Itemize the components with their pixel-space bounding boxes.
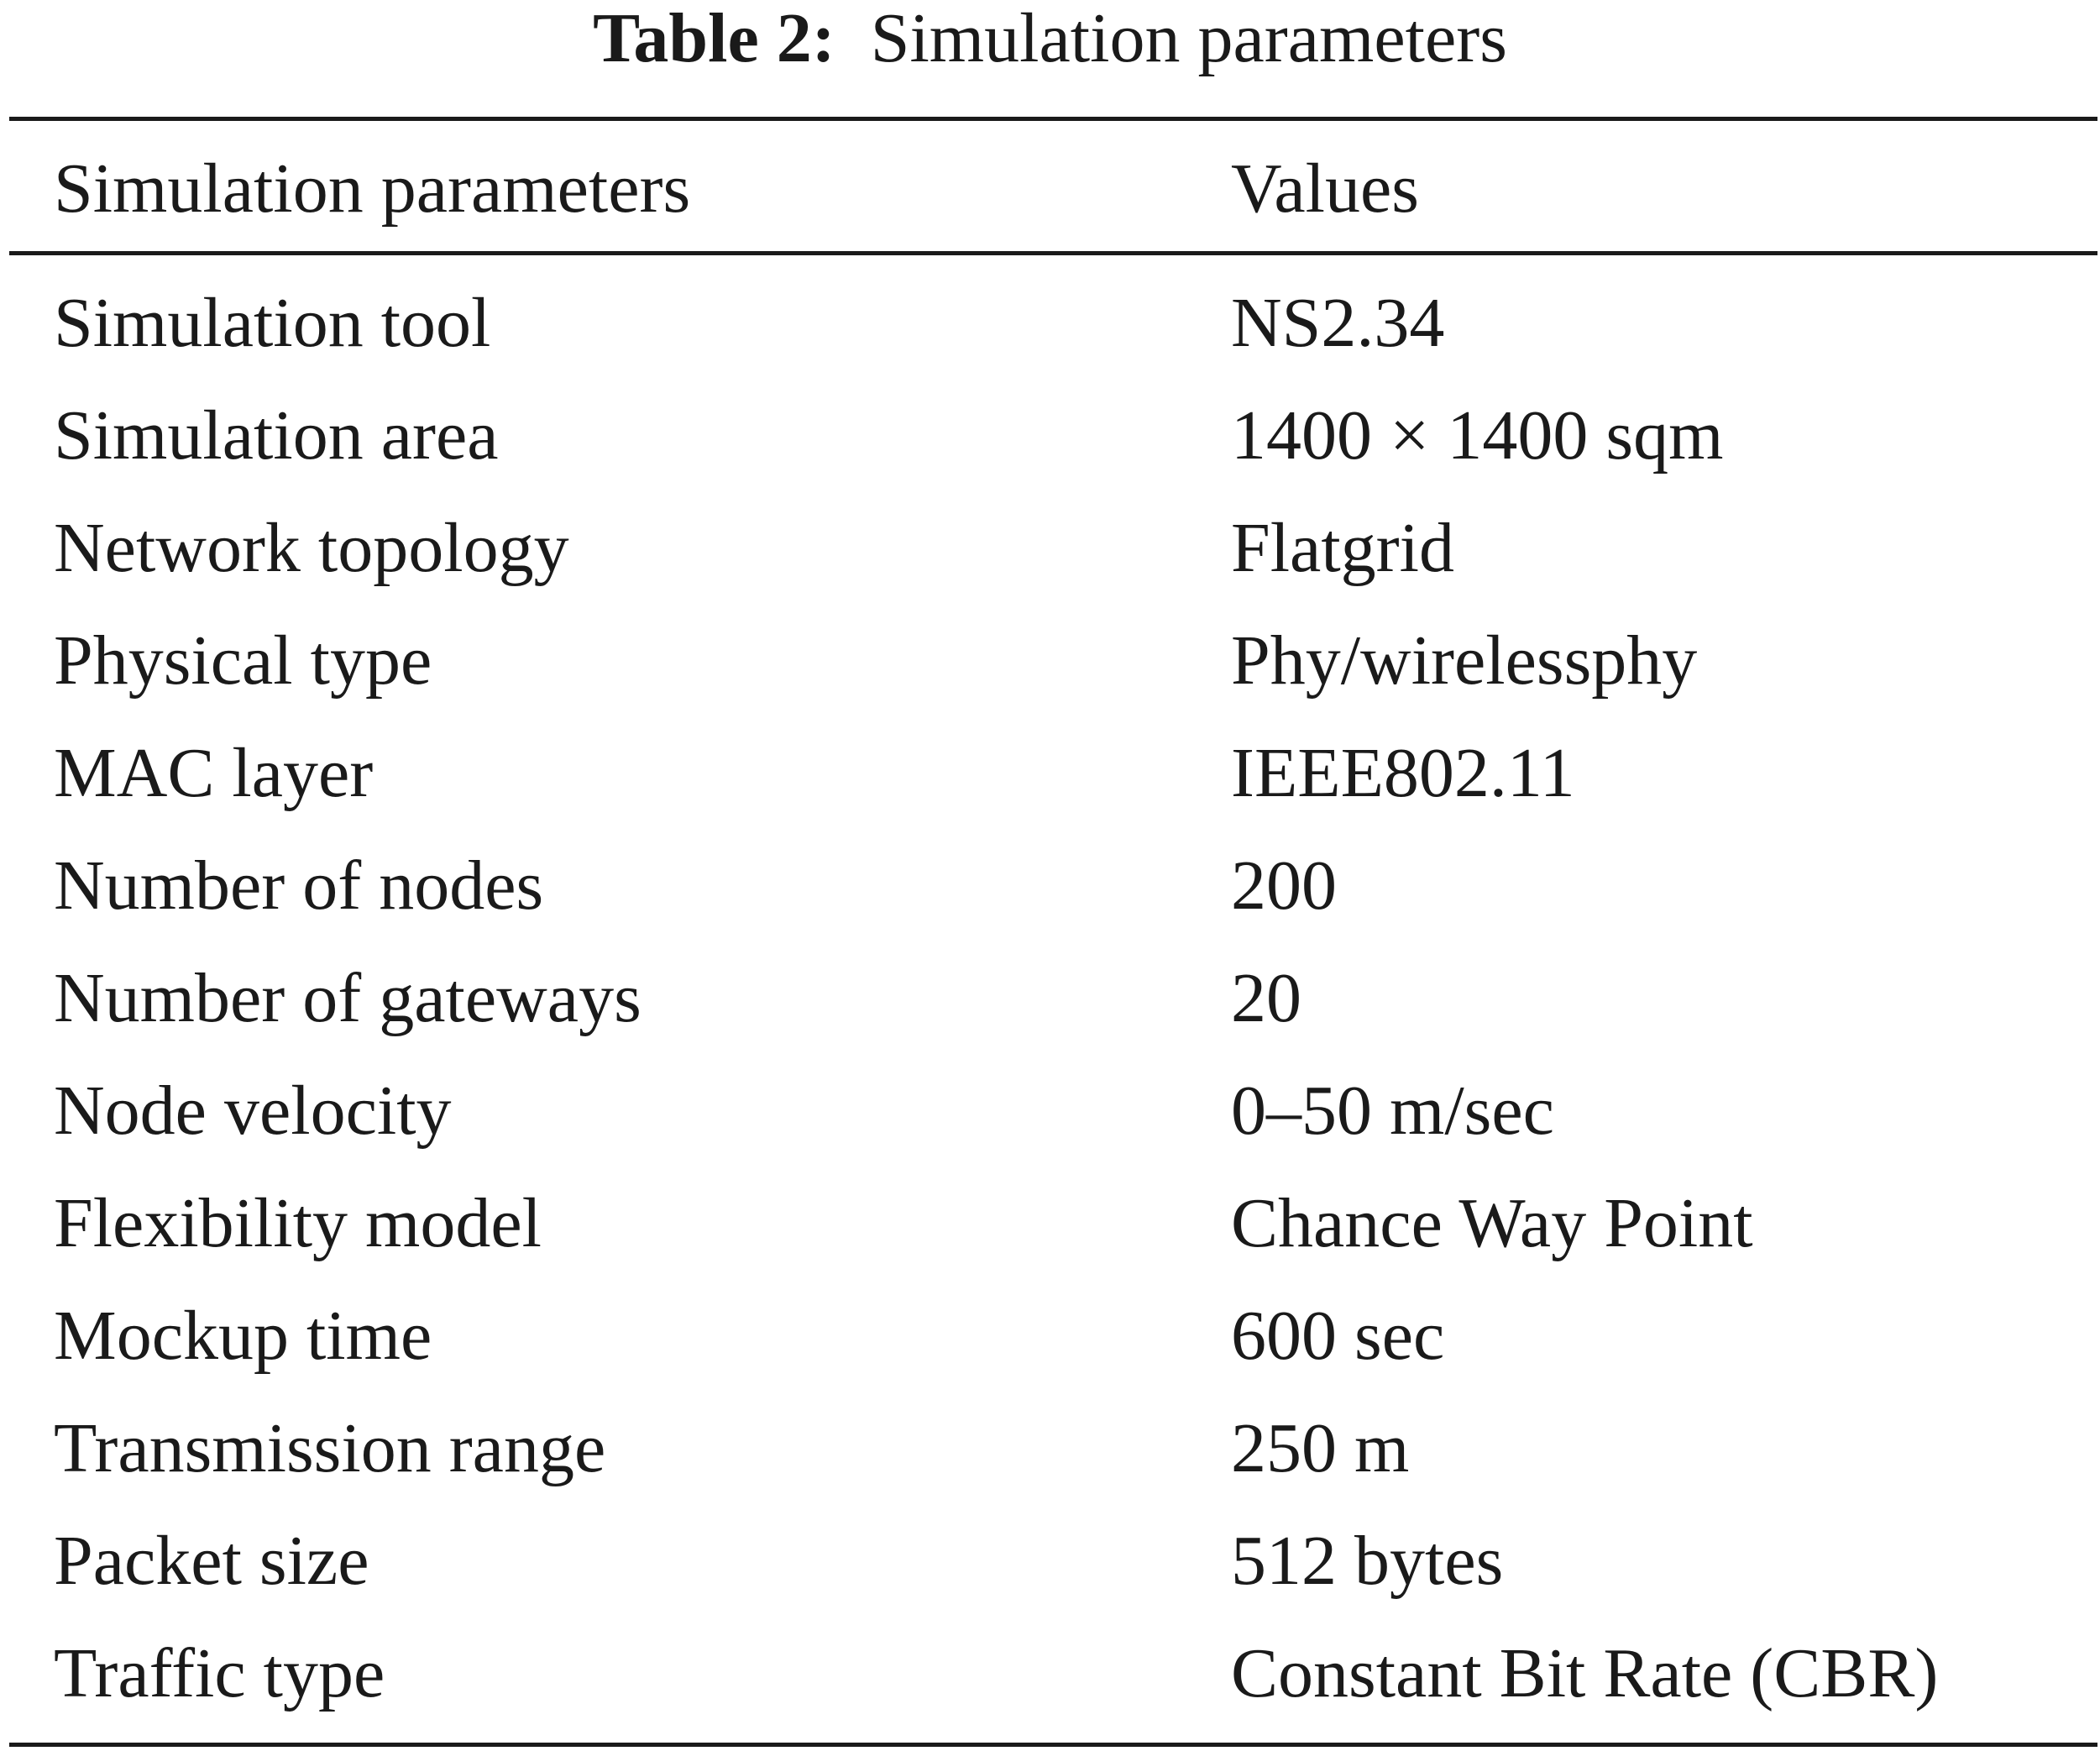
table-row [0, 830, 2100, 942]
table-caption-title: Simulation parameters [870, 0, 1507, 77]
table-caption-label: Table 2: [593, 0, 835, 77]
value-cell: 250 m [1231, 1409, 1410, 1487]
table-row [0, 1280, 2100, 1392]
table-row [0, 1505, 2100, 1617]
table-caption [0, 0, 2100, 84]
parameter-cell: Flexibility model [54, 1184, 542, 1262]
parameter-cell: Number of nodes [54, 847, 544, 925]
parameter-cell: Number of gateways [54, 959, 642, 1037]
parameter-cell: Packet size [54, 1522, 369, 1600]
value-cell: Constant Bit Rate (CBR) [1231, 1634, 1939, 1712]
table-header-row [0, 139, 2100, 239]
header-parameter: Simulation parameters [54, 149, 691, 228]
header-value: Values [1231, 149, 1419, 228]
table-row [0, 942, 2100, 1055]
table-row [0, 492, 2100, 605]
value-cell: IEEE802.11 [1231, 734, 1575, 812]
table-row [0, 605, 2100, 717]
value-cell: 20 [1231, 959, 1301, 1037]
parameter-cell: Mockup time [54, 1297, 432, 1375]
parameter-cell: Node velocity [54, 1072, 452, 1150]
parameter-cell: Simulation area [54, 396, 499, 474]
parameter-cell: Transmission range [54, 1409, 606, 1487]
table-row [0, 380, 2100, 492]
value-cell: 0–50 m/sec [1231, 1072, 1554, 1150]
table-row [0, 1392, 2100, 1505]
parameter-cell: Simulation tool [54, 284, 491, 362]
table-row [0, 717, 2100, 830]
table-top-rule [9, 117, 2097, 121]
parameter-cell: Network topology [54, 509, 569, 587]
table-row [0, 1055, 2100, 1167]
table-row [0, 1617, 2100, 1730]
value-cell: 1400 × 1400 sqm [1231, 396, 1724, 474]
value-cell: Phy/wirelessphy [1231, 621, 1698, 700]
table-bottom-rule [9, 1743, 2097, 1747]
parameter-cell: MAC layer [54, 734, 374, 812]
value-cell: 512 bytes [1231, 1522, 1504, 1600]
table-row [0, 1167, 2100, 1280]
table-row [0, 267, 2100, 380]
parameter-cell: Physical type [54, 621, 432, 700]
value-cell: Chance Way Point [1231, 1184, 1753, 1262]
value-cell: Flatgrid [1231, 509, 1454, 587]
table-header-rule [9, 251, 2097, 255]
table-body [0, 267, 2100, 1730]
parameter-cell: Traffic type [54, 1634, 385, 1712]
value-cell: NS2.34 [1231, 284, 1445, 362]
value-cell: 200 [1231, 847, 1337, 925]
value-cell: 600 sec [1231, 1297, 1445, 1375]
